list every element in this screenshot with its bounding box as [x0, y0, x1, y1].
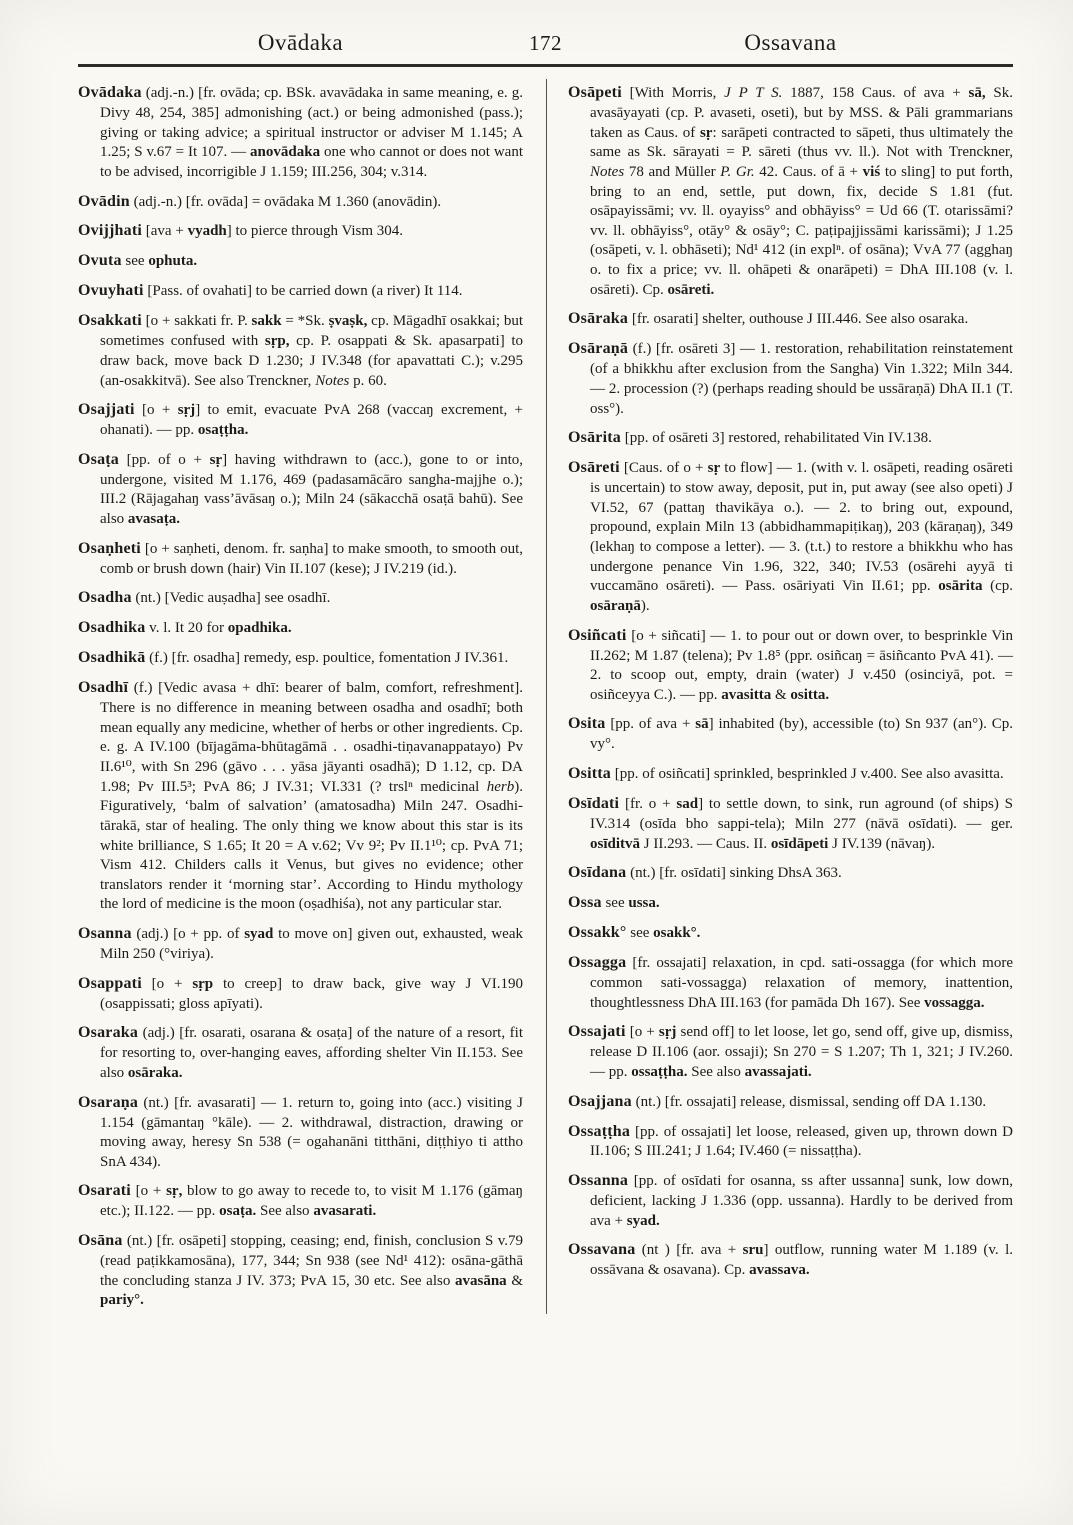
entry-text: = *Sk.: [281, 313, 329, 330]
entry-text: (nt ) [fr. ava +: [635, 1242, 743, 1259]
dictionary-entry: [568, 458, 1013, 616]
dictionary-entry: [568, 428, 1013, 449]
entry-text: [fr. osarati] shelter, outhouse J III.446. See also osaraka.: [628, 311, 969, 328]
entry-headword: Ossakk°: [568, 924, 627, 942]
entry-text: [pp. of ossajati] let loose, released, given up, thrown down D II.106; S III.241; J 1.64; IV.460 (= nissaṭṭha).: [590, 1123, 1013, 1160]
entry-headword: Ovādaka: [78, 84, 142, 101]
entry-text: : sarāpeti contracted to sāpeti, thus ultimately the same as Sk. sārayati = P. sāreti (thus vv. ll.). Not with Trenckner,: [590, 124, 1013, 161]
entry-bold-text: ositta.: [790, 686, 830, 703]
entry-bold-text: osīdāpeti: [770, 835, 829, 852]
dictionary-entry: [78, 311, 523, 391]
entry-headword: Osajjati: [78, 401, 135, 419]
dictionary-entry: [78, 1093, 523, 1173]
entry-text: to sling] to put forth, bring to an end, settle, put down, fix, decide S 1.81 (fut. osāpayissāmi; vv. ll. oyayiss° and obhāyiss° = Ud 66 (T. otarissāmi? vv. ll. obhāyiss°, otāy° & osāy°; C. paṭipajjissāmi karissāmi); J 1.25 (osāpeti, v. l. obhāseti); Nd¹ 412 (in explⁿ. of osāna); VvA 77 (agghaŋ o. to fix a price; vv. ll. ohāpeti & onarāpeti) = DhA III.108 (v. l. osāreti). Cp.: [590, 163, 1013, 298]
entry-text: &: [771, 686, 791, 703]
entry-headword: Osīdati: [568, 795, 620, 812]
dictionary-entry: [568, 339, 1013, 419]
entry-headword: Osāpeti: [568, 84, 622, 101]
entry-text: (nt.) [Vedic auṣadha] see osadhī.: [131, 590, 331, 607]
entry-headword: Osāreti: [568, 459, 620, 477]
entry-text: ] to pierce through Vism 304.: [226, 223, 404, 240]
entry-bold-text: osakk°.: [653, 925, 701, 942]
entry-headword: Osadhika: [78, 619, 146, 637]
entry-headword: Ositta: [568, 765, 611, 783]
dictionary-entry: [568, 863, 1013, 884]
entry-text: v. l. It 20 for: [145, 620, 228, 637]
entry-text: Sk. avasāyayati (cp. P. avaseti, oseti), but by MSS. & Pāli grammarians taken as Caus. of: [590, 85, 1014, 141]
dictionary-entry: [78, 974, 523, 1015]
entry-headword: Osaṇheti: [78, 539, 141, 557]
dictionary-entry: [78, 1231, 523, 1311]
dictionary-entry: [78, 400, 523, 441]
entry-bold-text: ussa.: [628, 895, 660, 912]
entry-bold-text: sakk: [251, 313, 282, 330]
entry-headword: Ovijjhati: [78, 222, 143, 240]
dictionary-entry: [78, 281, 523, 302]
dictionary-entry: [78, 192, 523, 213]
entry-text: ).: [640, 597, 650, 614]
entry-bold-text: sṛ,: [166, 1183, 183, 1200]
entry-headword: Ovuta: [78, 252, 122, 270]
entry-headword: Osakkati: [78, 312, 142, 330]
entry-text: see: [626, 925, 654, 942]
dictionary-entry: [568, 764, 1013, 785]
entry-italic-text: Notes: [315, 372, 350, 389]
entry-headword: Osadha: [78, 589, 132, 607]
entry-text: ] to settle down, to sink, run aground (of ships) S IV.314 (osīda bho sappi-tela); Miln 277 (nāvā osīdati). — ger.: [590, 796, 1013, 832]
entry-headword: Osanna: [78, 925, 132, 943]
entry-text: to creep] to draw back, give way J VI.190 (osappissati; gloss apīyati).: [100, 975, 523, 1012]
dictionary-entry: [78, 251, 523, 272]
dictionary-entry: [568, 1240, 1013, 1281]
entry-bold-text: sṛ: [209, 451, 223, 468]
entry-headword: Osarati: [78, 1182, 131, 1200]
entry-text: (f.) [fr. osadha] remedy, esp. poultice, fomentation J IV.361.: [145, 650, 509, 667]
entry-text: to flow] — 1. (with v. l. osāpeti, reading osāreti is uncertain) to stow away, deposit, put in, put away (see also opeti) J VI.52, 67 (pattaŋ thavikāya o.). — 2. to bring out, expound, propound, explain Miln 13 (abbidhammapiṭikaŋ), 203 (kāraṇaŋ), 349 (lekhaŋ to compose a letter). — 3. (t.t.) to restore a bhikkhu who has undergone penance Vin 1.96, 322, 340; IV.53 (osārehi ayyā ti vuccamāno osāreti). — Pass. osāriyati Vin II.61; pp.: [590, 460, 1013, 595]
entry-headword: Osīdana: [568, 864, 627, 882]
entry-italic-text: J P T S.: [724, 85, 783, 101]
entry-bold-text: avasitta: [721, 686, 772, 703]
entry-text: 78 and Müller: [624, 163, 721, 180]
dictionary-entry: [78, 83, 523, 183]
dictionary-entry: [568, 1171, 1013, 1231]
entry-bold-text: avasarati.: [313, 1203, 377, 1220]
entry-bold-text: osāraka.: [127, 1064, 183, 1081]
dictionary-entry: [568, 309, 1013, 330]
entry-italic-text: herb: [486, 778, 515, 795]
entry-bold-text: osaṭṭha.: [197, 422, 249, 439]
entry-text: (adj.-n.) [fr. ovāda] = ovādaka M 1.360 (anovādin).: [129, 193, 442, 210]
entry-text: [Pass. of ovahati] to be carried down (a river) It 114.: [143, 283, 463, 300]
entry-bold-text: syad: [244, 926, 274, 943]
dictionary-entry: [568, 1022, 1013, 1082]
entry-bold-text: anovādaka: [250, 144, 321, 161]
entry-bold-text: avasaṭa.: [127, 511, 181, 528]
entry-text: (f.) [Vedic avasa + dhī: bearer of balm, comfort, refreshment]. There is no difference in meaning between osadha and osadhī; both mean equally any medicine, whether of herbs or other ingredients. Cp. e. g. A IV.100 (bījagāma-bhūtagāmā . . osadhi-tiṇavanappatayo) Pv II.6¹⁰, with Sn 296 (gāvo . . . yāsa jāyanti osadhā); D 1.12, cp. DA 1.98; Pv III.5³; PvA 86; J IV.31; VI.331 (? trslⁿ medicinal: [100, 680, 523, 795]
entry-headword: Osita: [568, 715, 606, 733]
entry-text: (nt.) [fr. osīdati] sinking DhsA 363.: [626, 865, 842, 882]
entry-bold-text: viś: [862, 163, 881, 180]
entry-text: 42. Caus. of ā +: [754, 163, 863, 180]
entry-text: [o +: [134, 402, 178, 419]
page-number: 172: [529, 31, 562, 55]
entry-text: see: [601, 895, 629, 912]
entry-headword: Osadhikā: [78, 649, 146, 667]
dictionary-entry: [78, 221, 523, 242]
dictionary-entry: [78, 450, 523, 530]
dictionary-entry: [78, 924, 523, 965]
entry-text: [With Morris,: [621, 85, 725, 101]
entry-headword: Osāna: [78, 1232, 123, 1250]
dictionary-entry: [568, 714, 1013, 755]
entry-bold-text: osāraṇā: [590, 597, 641, 614]
entry-text: ] to emit, evacuate PvA 268 (vaccaŋ excrement, + ohanati). — pp.: [100, 402, 523, 439]
entry-text: send off] to let loose, let go, send off, give up, dismiss, release D II.106 (aor. ossaji); Sn 270 = S 1.207; Th 1, 321; J IV.260. — pp.: [590, 1024, 1013, 1080]
dictionary-entry: [78, 539, 523, 580]
entry-text: one who cannot or does not want to be advised, incorrigible J 1.159; III.256, 304; v.314.: [100, 144, 523, 180]
entry-bold-text: osārita: [938, 578, 983, 595]
left-column: [78, 83, 523, 1320]
entry-text: [ava +: [142, 223, 188, 240]
entry-headword: Ovuyhati: [78, 282, 144, 300]
entry-headword: Ossaṭṭha: [568, 1122, 631, 1140]
entry-text: [o + siñcati] — 1. to pour out or down over, to besprinkle Vin II.262; M 1.87 (telena); Pv 1.8⁵ (ppr. osiñcaŋ = āsiñcanto PvA 41). — 2. to scoop out, empty, drain (water) J v.450 (osinciyā, pot. = osiñceyya C.). — pp.: [590, 627, 1013, 703]
entry-bold-text: pariy°.: [100, 1292, 144, 1309]
entry-bold-text: sad: [676, 796, 699, 812]
dictionary-entry: [568, 794, 1013, 854]
entry-bold-text: sṛ: [699, 124, 713, 141]
entry-bold-text: avasāna: [454, 1272, 507, 1289]
entry-bold-text: sṛj: [177, 402, 196, 419]
entry-headword: Osiñcati: [568, 626, 627, 644]
dictionary-entry: [78, 1181, 523, 1222]
entry-bold-text: ossaṭṭha.: [631, 1063, 688, 1080]
header-rule: [78, 64, 1013, 67]
entry-text: cp. Māgadhī osakkai; but sometimes confused with: [100, 313, 523, 350]
entry-text: ] having withdrawn to (acc.), gone to or into, undergone, visited M 1.176, 469 (padasamācāro sangha-majjhe o.); III.2 (Rājagahaŋ vass’āvāsaŋ o.); Miln 24 (sākacchā osaṭā bahū). See also: [100, 451, 523, 528]
entry-text: (cp.: [982, 578, 1014, 595]
dictionary-entry: [568, 923, 1013, 944]
entry-headword: Osāraka: [568, 310, 629, 328]
entry-text: [fr. o +: [619, 796, 677, 812]
dictionary-entry: [568, 83, 1013, 300]
running-head-right: Ossavana: [744, 30, 837, 55]
entry-text: [pp. of ava +: [605, 716, 696, 733]
text-columns: [78, 83, 1013, 1320]
entry-bold-text: sṛ: [707, 460, 721, 477]
entry-bold-text: sṛp: [192, 975, 214, 992]
entry-headword: Ossajati: [568, 1023, 626, 1041]
entry-text: ] inhabited (by), accessible (to) Sn 937 (an°). Cp. vy°.: [590, 716, 1013, 753]
dictionary-entry: [568, 893, 1013, 914]
entry-headword: Osaraka: [78, 1024, 139, 1042]
entry-bold-text: ophuta.: [148, 253, 198, 270]
entry-text: [fr. ossajati] relaxation, in cpd. sati-ossagga (for which more common sati-vossagga) relaxation of memory, inattention, thoughtlessness DhA III.163 (for pamāda Dh 167). See: [590, 955, 1013, 1011]
entry-bold-text: sā,: [968, 85, 986, 101]
entry-headword: Osaṭa: [78, 450, 119, 468]
entry-text: J II.293. — Caus. II.: [640, 835, 771, 852]
entry-bold-text: osaṭa.: [219, 1203, 257, 1220]
entry-bold-text: avassajati.: [744, 1063, 812, 1080]
entry-text: p. 60.: [349, 372, 387, 389]
entry-headword: Ossavana: [568, 1241, 636, 1259]
entry-text: [o + sakkati fr. P.: [141, 313, 252, 330]
entry-text: [o +: [625, 1024, 659, 1041]
entry-headword: Osappati: [78, 974, 142, 992]
entry-bold-text: opadhika.: [227, 620, 292, 637]
entry-bold-text: osāreti.: [667, 281, 715, 298]
entry-text: [o +: [130, 1183, 167, 1200]
entry-bold-text: sā: [695, 716, 709, 733]
entry-headword: Ossa: [568, 894, 602, 912]
entry-text: (nt.) [fr. osāpeti] stopping, ceasing; end, finish, conclusion S v.79 (read paṭikkamosāna), 177, 344; Sn 938 (see Nd¹ 412): osāna-gāthā the concluding stanza J IV. 373; PvA 15, 30 etc. See also: [100, 1233, 523, 1289]
entry-bold-text: syad.: [626, 1212, 660, 1229]
entry-bold-text: avassava.: [749, 1262, 810, 1279]
entry-bold-text: sṛj: [658, 1024, 677, 1041]
entry-text: &: [506, 1272, 523, 1289]
entry-text: J IV.139 (nāvaŋ).: [828, 835, 936, 852]
entry-text: 1887, 158 Caus. of ava +: [782, 85, 969, 101]
entry-text: blow to go away to recede to, to visit M 1.176 (gāmaŋ etc.); II.122. — pp.: [100, 1183, 523, 1220]
entry-text: [pp. of osiñcati] sprinkled, besprinkled J v.400. See also avasitta.: [610, 766, 1004, 783]
entry-bold-text: osīditvā: [590, 835, 641, 852]
entry-text: [o +: [141, 975, 193, 992]
entry-italic-text: Notes: [590, 163, 625, 180]
entry-headword: Osārita: [568, 429, 621, 447]
entry-bold-text: ṣvaṣk,: [328, 313, 368, 330]
entry-text: [pp. of o +: [119, 451, 210, 468]
entry-bold-text: sru: [742, 1242, 764, 1259]
entry-italic-text: P. Gr.: [720, 163, 755, 180]
dictionary-entry: [78, 588, 523, 609]
page-header: [78, 30, 1013, 56]
entry-text: ). Figuratively, ‘balm of salvation’ (amatosadha) Miln 247. Osadhi-tārakā, star of healing. The only thing we know about this star is its white brilliance, S 1.65; It 20 = A v.62; Vv 9²; Pv II.1¹⁰; cp. PvA 71; Vism 412. Childers calls it Venus, but gives no evidence; other translators render it ‘morning star’. According to Hindu mythology the lord of medicine is the moon (oṣadhiśa), not any particular star.: [100, 778, 523, 913]
entry-headword: Osāraṇā: [568, 340, 629, 358]
entry-text: See also: [687, 1063, 745, 1080]
dictionary-entry: [78, 648, 523, 669]
entry-text: ] outflow, running water M 1.189 (v. l. ossāvana & osavana). Cp.: [590, 1242, 1013, 1279]
entry-text: [o + saṇheti, denom. fr. saṇha] to make smooth, to smooth out, comb or brush down (hair) Vin II.107 (kese); J IV.219 (id.).: [100, 540, 523, 577]
entry-text: (nt.) [fr. ossajati] release, dismissal, sending off DA 1.130.: [631, 1093, 987, 1110]
entry-text: (nt.) [fr. avasarati] — 1. return to, going into (acc.) visiting J 1.154 (gāmantaŋ °kāle). — 2. withdrawal, distraction, drawing or moving away, heresy Sn 538 (= ogahanāni titthāni, diṭṭhiyo ti attho SnA 434).: [100, 1094, 523, 1170]
dictionary-entry: [568, 1122, 1013, 1163]
dictionary-entry: [78, 678, 523, 915]
entry-headword: Osaraṇa: [78, 1093, 139, 1111]
dictionary-entry: [568, 1092, 1013, 1113]
entry-bold-text: vossagga.: [924, 994, 985, 1011]
entry-text: cp. P. osappati & Sk. apasarpati] to draw back, move back D 1.230; J IV.348 (for apavattati C.); v.295 (an-osakkitvā). See also Trenckner,: [100, 333, 523, 389]
entry-text: [pp. of osīdati for osanna, ss after ussanna] sunk, low down, deficient, lacking J 1.336 (opp. ussanna). Hardly to be derived from ava +: [590, 1173, 1013, 1229]
entry-text: (adj.) [o + pp. of: [131, 926, 245, 943]
dictionary-entry: [78, 1023, 523, 1083]
entry-headword: Osajjana: [568, 1092, 632, 1110]
entry-headword: Ossagga: [568, 954, 627, 972]
running-head-left: Ovādaka: [257, 30, 344, 55]
entry-text: (adj.-n.) [fr. ovāda; cp. BSk. avavādaka in same meaning, e. g. Divy 48, 254, 385] admonishing (act.) or being admonished (pass.); giving or taking advice; a spiritual instructor or adviser M 1.145; A 1.25; S v.67 = It 107. —: [100, 85, 523, 161]
entry-text: See also: [256, 1203, 314, 1220]
entry-headword: Ovādin: [78, 192, 130, 210]
column-divider: [523, 83, 568, 1320]
entry-text: see: [121, 253, 149, 270]
entry-bold-text: sṛp,: [264, 333, 290, 350]
entry-text: to move on] given out, exhausted, weak Miln 250 (°viriya).: [100, 926, 524, 963]
entry-text: (adj.) [fr. osarati, osarana & osaṭa] of the nature of a resort, fit for resorting to, over-hanging eaves, affording shelter Vin II.153. See also: [100, 1025, 523, 1081]
right-column: [568, 83, 1013, 1320]
dictionary-entry: [568, 626, 1013, 706]
entry-text: [pp. of osāreti 3] restored, rehabilitated Vin IV.138.: [620, 430, 932, 447]
entry-text: (f.) [fr. osāreti 3] — 1. restoration, rehabilitation reinstatement (of a bhikkhu after exclusion from the Sangha) Vin 1.322; Miln 344. — 2. procession (?) (perhaps reading should be ussāraṇā) DhA II.1 (T. oss°).: [590, 341, 1013, 417]
dictionary-entry: [568, 953, 1013, 1013]
entry-bold-text: vyadh: [187, 223, 227, 240]
entry-headword: Osadhī: [78, 679, 129, 697]
dictionary-entry: [78, 618, 523, 639]
entry-text: [Caus. of o +: [619, 460, 708, 477]
entry-headword: Ossanna: [568, 1172, 629, 1190]
